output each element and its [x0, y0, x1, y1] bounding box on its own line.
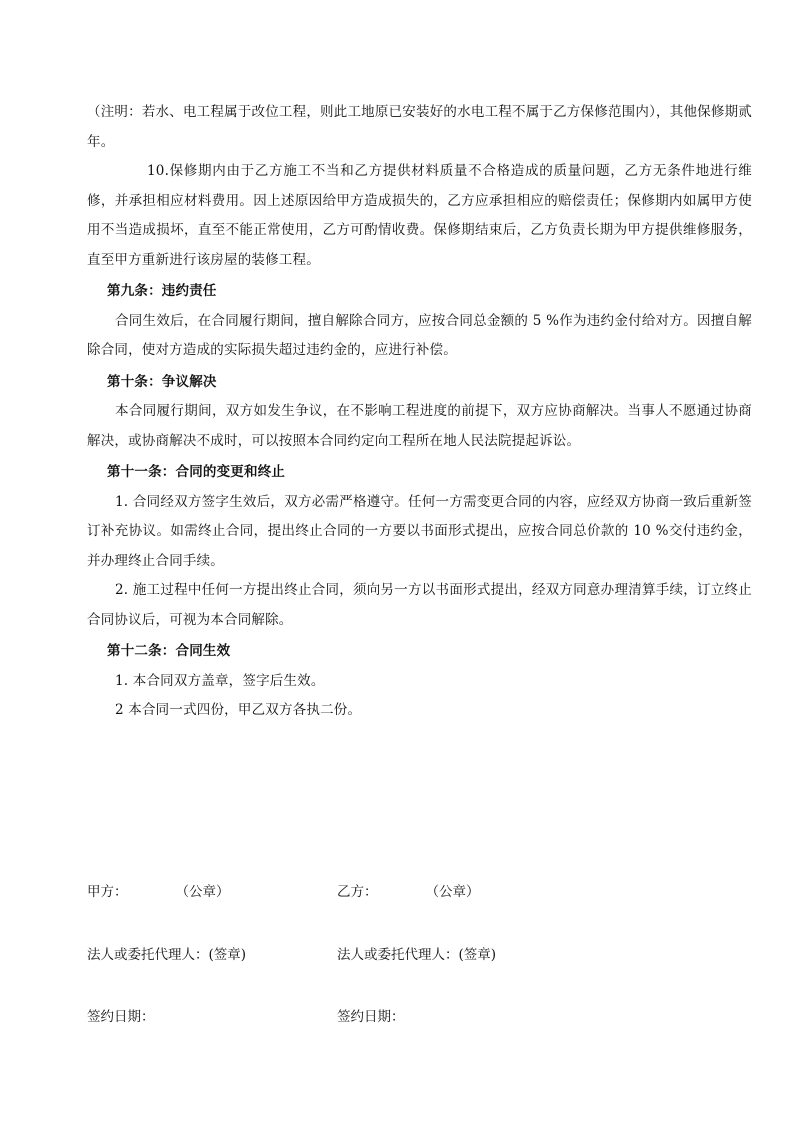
- paragraph-effect-1: 1. 本合同双方盖章，签字后生效。: [115, 672, 325, 689]
- party-a-line: [87, 882, 230, 902]
- paragraph-change-1: 1. 合同经双方签字生效后，双方必需严格遵守。任何一方需变更合同的内容，应经双方协商一致后重新签订补充协议。如需终止合同，提出终止合同的一方要以书面形式提出，应按合同总价款的 10 %交付违约金，并办理终止合同手续。: [87, 493, 752, 569]
- date-b-line: 签约日期：: [337, 1009, 405, 1025]
- rep-a-line: 法人或委托代理人：(签章): [87, 947, 247, 963]
- party-a-seal: （公章）: [175, 884, 230, 900]
- paragraph-effect-2: 2 本合同一式四份，甲乙双方各执二份。: [115, 702, 362, 718]
- party-b-seal: （公章）: [425, 884, 480, 900]
- party-b-label: 乙方：: [337, 884, 378, 900]
- paragraph-note: （注明：若水、电工程属于改位工程，则此工地原已安装好的水电工程不属于乙方保修范围内），其他保修期贰年。: [87, 104, 752, 150]
- date-a-line: 签约日期：: [87, 1009, 155, 1025]
- paragraph-dispute: 本合同履行期间，双方如发生争议，在不影响工程进度的前提下，双方应协商解决。当事人不愿通过协商解决，或协商解决不成时，可以按照本合同约定向工程所在地人民法院提起诉讼。: [87, 403, 752, 449]
- paragraph-warranty-10: 10.保修期内由于乙方施工不当和乙方提供材料质量不合格造成的质量问题，乙方无条件地进行维修，并承担相应材料费用。因上述原因给甲方造成损失的，乙方应承担相应的赔偿责任；保修期内如属甲方使用不当造成损坏，直至不能正常使用，乙方可酌情收费。保修期结束后，乙方负责长期为甲方提供维修服务，直至甲方重新进行该房屋的装修工程。: [87, 163, 752, 268]
- paragraph-breach: 合同生效后，在合同履行期间，擅自解除合同方，应按合同总金额的 5 %作为违约金付给对方。因擅自解除合同，使对方造成的实际损失超过违约金的，应进行补偿。: [87, 312, 752, 358]
- party-a-label: 甲方：: [87, 884, 128, 900]
- heading-article-12: 第十二条：合同生效: [107, 643, 231, 659]
- contract-body: [87, 98, 752, 726]
- heading-article-11: 第十一条：合同的变更和终止: [107, 464, 286, 480]
- heading-article-9: 第九条：违约责任: [107, 283, 217, 299]
- party-b-line: [337, 882, 480, 902]
- paragraph-change-2: 2. 施工过程中任何一方提出终止合同，须向另一方以书面形式提出，经双方同意办理清算手续，订立终止合同协议后，可视为本合同解除。: [87, 582, 752, 628]
- rep-b-line: 法人或委托代理人：(签章): [337, 947, 497, 963]
- heading-article-10: 第十条：争议解决: [107, 373, 217, 390]
